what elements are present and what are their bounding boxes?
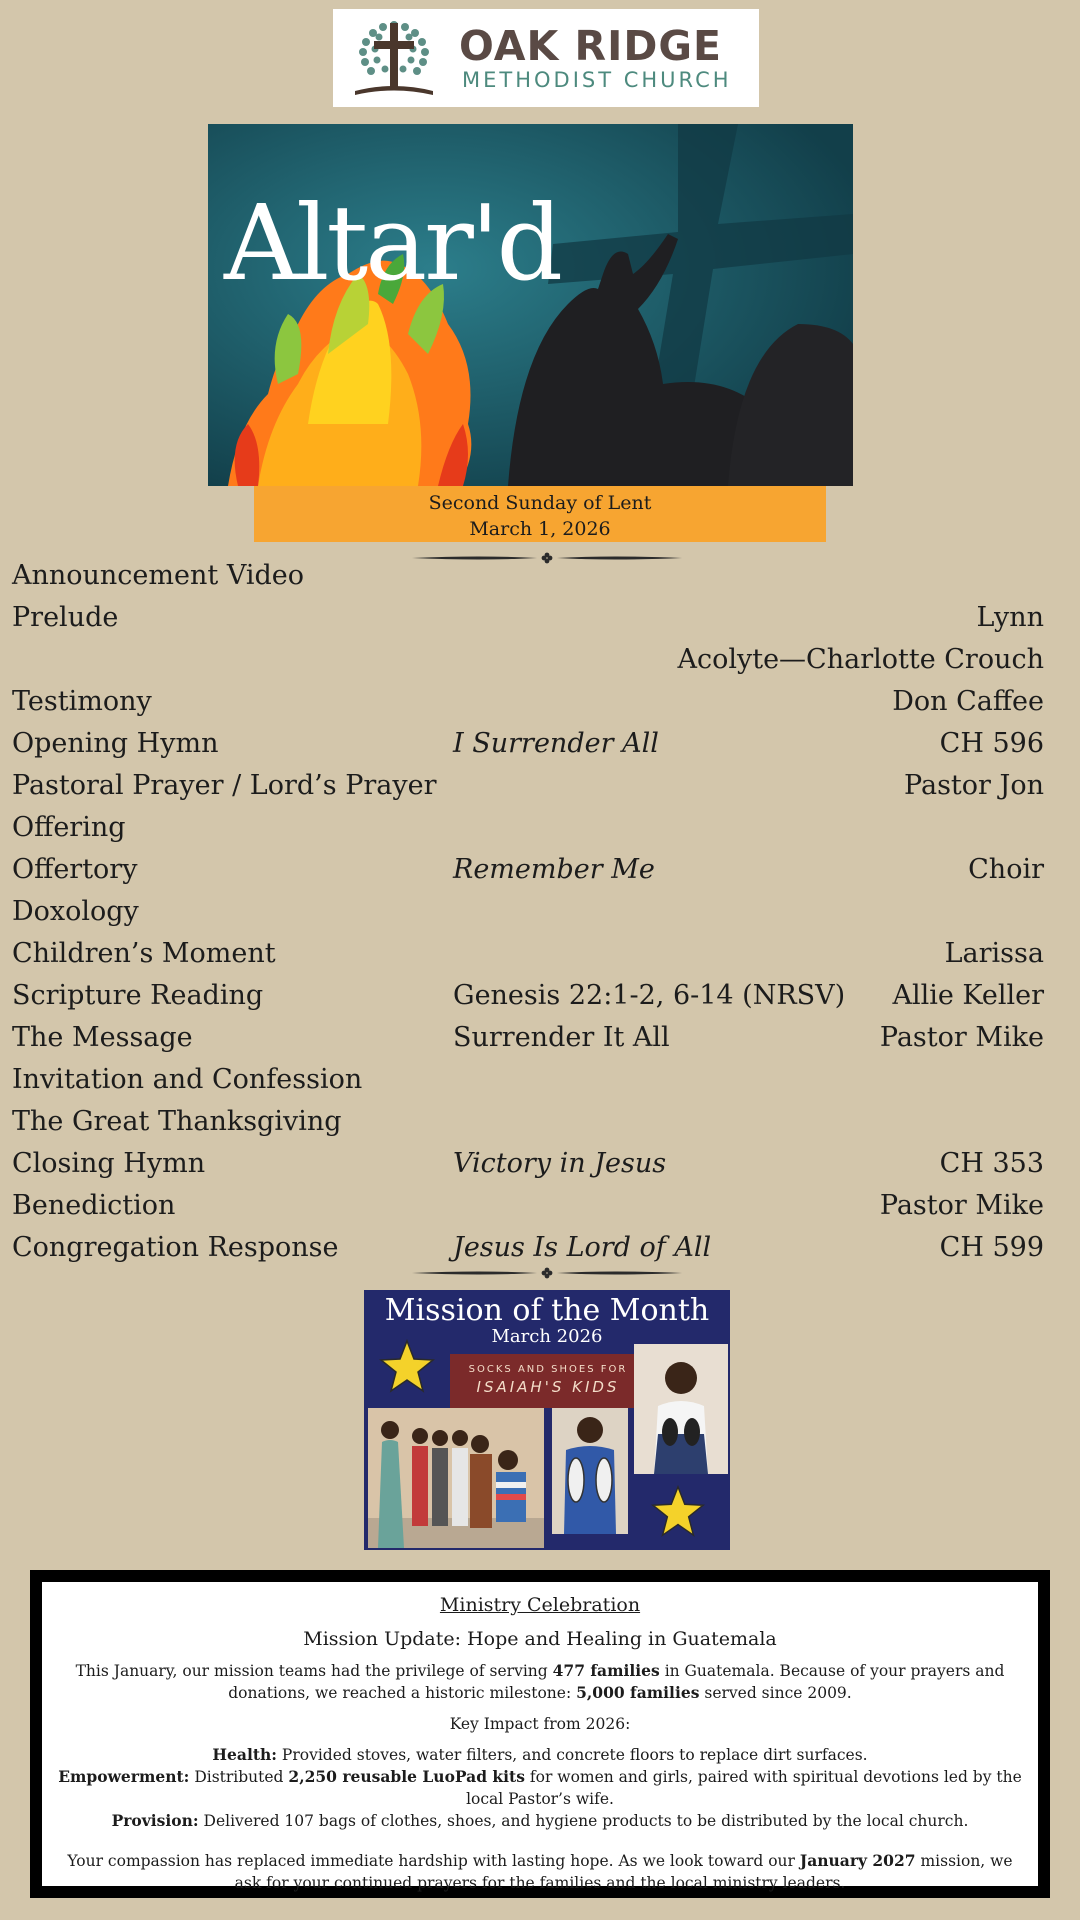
worship-leader: CH 596 [939,728,1044,759]
worship-leader: Acolyte—Charlotte Crouch [677,644,1044,675]
worship-leader: Larissa [944,938,1044,969]
worship-item: Doxology [12,896,139,927]
mission-card-banner [450,1354,646,1408]
flame-cross-illustration [208,124,853,486]
mission-banner-line2: ISAIAH'S KIDS [476,1378,620,1396]
worship-row [0,1143,1080,1185]
ornamental-divider [412,1266,682,1280]
worship-item: Opening Hymn [12,728,219,759]
mission-card-month: March 2026 [491,1326,603,1347]
worship-row [0,1059,1080,1101]
worship-leader: CH 599 [939,1232,1044,1263]
worship-item: Invitation and Confession [12,1064,363,1095]
group-photo [368,1408,544,1548]
impact-health: Health: Provided stoves, water filters, and concrete floors to replace dirt surfaces. [212,1745,868,1764]
ministry-heading: Ministry Celebration [439,1594,641,1616]
worship-row [0,1017,1080,1059]
ministry-closing: Your compassion has replaced immediate hardship with lasting hope. As we look toward our January 2027 mission, we ask for your continued prayers for the families and the local ministry leaders. [67,1851,1013,1892]
worship-row [0,681,1080,723]
worship-item: Announcement Video [12,560,304,591]
worship-row [0,765,1080,807]
mission-card-title: Mission of the Month [384,1293,710,1328]
worship-detail: Surrender It All [453,1022,670,1053]
service-occasion: Second Sunday of Lent [428,492,652,514]
ministry-celebration-box [30,1570,1050,1898]
worship-item: The Great Thanksgiving [12,1106,342,1137]
worship-leader: Choir [968,854,1044,885]
child-shoes-photo [552,1408,628,1534]
worship-item: Closing Hymn [12,1148,206,1179]
worship-leader: Pastor Mike [879,1190,1044,1221]
worship-item: Prelude [12,602,119,633]
worship-detail: Victory in Jesus [453,1148,667,1179]
worship-item: Benediction [12,1190,176,1221]
worship-row [0,933,1080,975]
worship-item: Offertory [12,854,138,885]
church-name: OAK RIDGE [459,22,723,70]
sermon-series-image [208,124,853,486]
worship-row [0,891,1080,933]
star-icon [650,1484,706,1540]
worship-item: Children’s Moment [12,938,276,969]
mission-banner-line1: SOCKS AND SHOES FOR [468,1364,628,1375]
worship-row [0,1185,1080,1227]
worship-leader: Lynn [976,602,1044,633]
worship-leader: Pastor Jon [904,770,1044,801]
impact-empowerment: Empowerment: Distributed 2,250 reusable LuoPad kits for women and girls, paired with spiritual devotions led by the local Pastor’s wife. [58,1767,1022,1808]
worship-row [0,807,1080,849]
worship-row [0,1101,1080,1143]
worship-leader: CH 353 [939,1148,1044,1179]
service-date: March 1, 2026 [469,518,611,540]
worship-detail: I Surrender All [453,728,659,759]
worship-row [0,597,1080,639]
church-subtitle: METHODIST CHURCH [462,68,732,92]
worship-item: Pastoral Prayer / Lord’s Prayer [12,770,437,801]
worship-item: Scripture Reading [12,980,264,1011]
worship-row [0,555,1080,597]
ministry-intro: This January, our mission teams had the privilege of serving 477 families in Guatemala. Because of your prayers and donations, we reached a historic milestone: 5,000 families served since 2009. [75,1661,1005,1702]
tree-cross-icon [333,9,455,107]
church-logo [333,9,759,107]
worship-detail: Remember Me [453,854,655,885]
worship-row [0,1227,1080,1269]
worship-row [0,975,1080,1017]
hero-title: Altar'd [224,182,561,304]
worship-row [0,639,1080,681]
worship-detail: Genesis 22:1-2, 6-14 (NRSV) [453,980,846,1011]
impact-provision: Provision: Delivered 107 bags of clothes, shoes, and hygiene products to be distributed by the local church. [111,1811,969,1830]
star-icon [378,1338,436,1396]
order-of-worship [0,555,1080,1269]
worship-item: The Message [12,1022,193,1053]
worship-leader: Pastor Mike [879,1022,1044,1053]
impact-title: Key Impact from 2026: [449,1715,631,1733]
worship-leader: Don Caffee [892,686,1044,717]
ministry-subheading: Mission Update: Hope and Healing in Guatemala [303,1628,777,1650]
mission-of-the-month-card [364,1290,730,1550]
worship-row [0,849,1080,891]
worship-item: Congregation Response [12,1232,339,1263]
service-date-banner [254,486,826,542]
worship-item: Offering [12,812,126,843]
worship-detail: Jesus Is Lord of All [453,1232,712,1263]
worship-leader: Allie Keller [892,980,1044,1011]
worship-item: Testimony [12,686,152,717]
worship-row [0,723,1080,765]
child-photo [634,1344,728,1474]
